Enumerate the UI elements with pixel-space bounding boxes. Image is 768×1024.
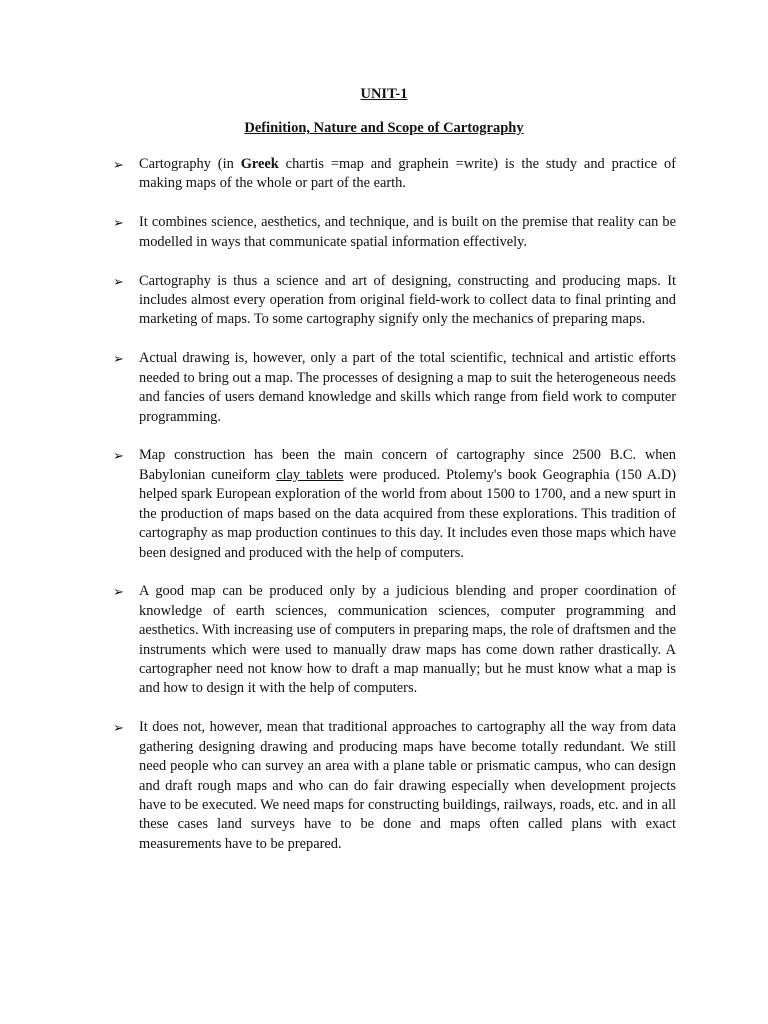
bullet-item	[113, 446, 676, 562]
bullet-text: Actual drawing is, however, only a part of the total scientific, technical and artistic efforts needed to bring out a map. The processes of designing a map to suit the heterogeneous needs and fancies of users demand knowledge and skills which range from field work to computer programming.	[139, 350, 676, 425]
bold-term: Greek	[240, 156, 279, 172]
underlined-term: clay tablets	[276, 466, 344, 483]
bullet-text: were produced. Ptolemy's book Geographia (150 A.D) helped spark European exploration of the world from about 1500 to 1700, and a new spurt in the production of maps based on the data acquired from these explorations. This tradition of cartography as map production continues to this day. It includes even those maps which have been designed and produced with the help of computers.	[139, 466, 676, 561]
bullet-text: It combines science, aesthetics, and technique, and is built on the premise that reality can be modelled in ways that communicate spatial information effectively.	[139, 214, 676, 250]
arrow-bullet-icon: ➢	[113, 273, 124, 289]
arrow-bullet-icon: ➢	[113, 351, 124, 367]
arrow-bullet-icon: ➢	[113, 157, 124, 172]
arrow-bullet-icon: ➢	[113, 448, 124, 464]
bullet-text: chartis =map and graphein =write) is the study and practice of making maps of the whole or part of the earth.	[139, 156, 676, 192]
arrow-bullet-icon: ➢	[113, 584, 124, 600]
bullet-item	[113, 582, 676, 698]
bullet-item	[113, 272, 676, 330]
bullet-item	[113, 155, 676, 194]
bullet-text: Cartography is thus a science and art of designing, constructing and producing maps. It includes almost every operation from original field-work to collect data to final printing and marketing of maps. To some cartography signify only the mechanics of preparing maps.	[139, 272, 676, 328]
bullet-item	[113, 349, 676, 427]
bullet-text: Map construction has been the main concern of cartography since 2500 B.C. when Babylonian cuneiform	[139, 447, 676, 483]
bullet-list	[113, 155, 676, 874]
bullet-text: Cartography (in	[139, 156, 241, 172]
arrow-bullet-icon: ➢	[113, 720, 124, 736]
bullet-text: It does not, however, mean that traditional approaches to cartography all the way from data gathering designing drawing and producing maps have become totally redundant. We still need people who can survey an area with a plane table or prismatic campus, who can design and draft rough maps and who can do fair drawing especially when development projects have to be executed. We need maps for constructing buildings, railways, roads, etc. and in all these cases land surveys have to be done and maps often called plans with exact measurements have to be prepared.	[139, 719, 676, 852]
bullet-text: A good map can be produced only by a judicious blending and proper coordination of knowledge of earth sciences, communication sciences, computer programming and aesthetics. With increasing use of computers in preparing maps, the role of draftsmen and the instruments which were used to manually draw maps has come down rather drastically. A cartographer need not know how to draft a map manually; but he must know what a map is and how to design it with the help of computers.	[139, 583, 676, 697]
arrow-bullet-icon: ➢	[113, 215, 124, 231]
bullet-item	[113, 718, 676, 854]
section-subtitle: Definition, Nature and Scope of Cartography	[244, 120, 524, 136]
bullet-item	[113, 213, 676, 252]
unit-title: UNIT-1	[360, 86, 408, 102]
